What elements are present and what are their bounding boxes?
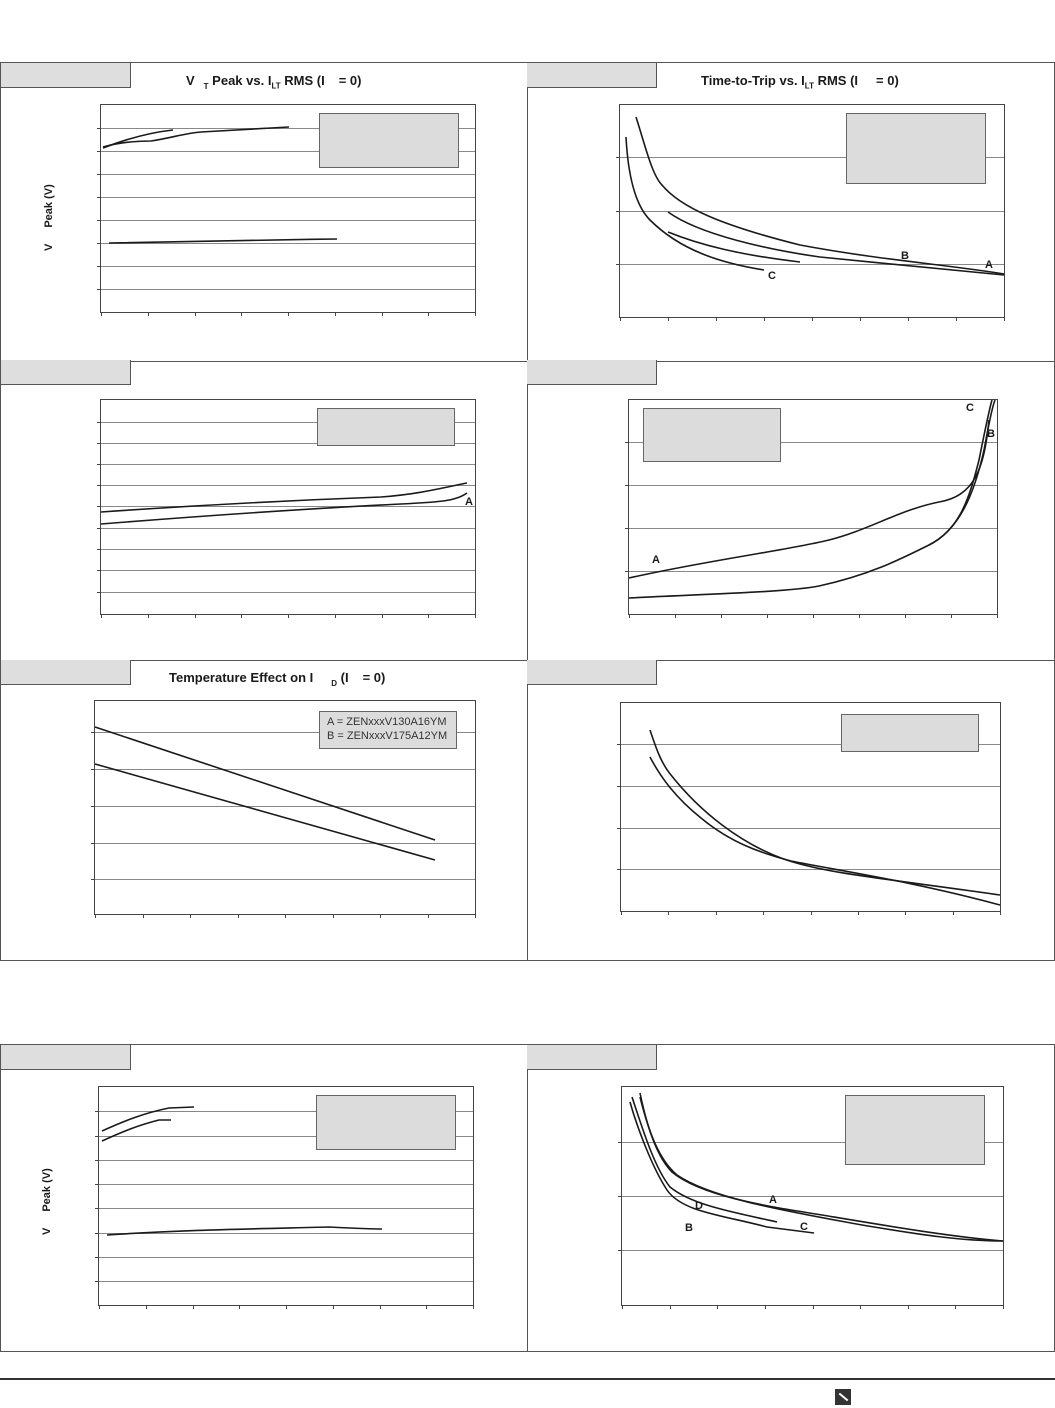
x-axis-tick — [239, 1305, 240, 1309]
plot-area — [94, 700, 476, 915]
y-axis-tick — [617, 786, 621, 787]
curve-label-b: B — [901, 250, 909, 262]
x-axis-tick — [668, 317, 669, 321]
legend-entry-a: A = ZENxxxV130A16YM — [327, 716, 447, 728]
series-line-3 — [109, 239, 337, 243]
x-axis-tick — [148, 312, 149, 316]
x-axis-tick — [675, 614, 676, 618]
x-axis-tick — [716, 317, 717, 321]
y-axis-tick — [97, 506, 101, 507]
curve-label-a: A — [652, 554, 660, 566]
x-axis-tick — [238, 914, 239, 918]
x-axis-tick — [765, 1305, 766, 1309]
chart-panel-vt-peak — [0, 63, 528, 361]
chart-panel-temperature — [0, 660, 528, 960]
y-axis-tick — [97, 528, 101, 529]
chart-panel-4 — [527, 360, 1055, 660]
x-axis-tick — [811, 911, 812, 915]
x-axis-tick — [380, 1305, 381, 1309]
y-axis-tick — [95, 1208, 99, 1209]
x-axis-tick — [717, 1305, 718, 1309]
curves — [620, 105, 1004, 317]
y-axis-tick — [618, 1250, 622, 1251]
y-axis-tick — [618, 1142, 622, 1143]
y-axis-tick — [95, 1281, 99, 1282]
y-axis-tick — [95, 1233, 99, 1234]
curves — [95, 701, 475, 914]
x-axis-tick — [858, 911, 859, 915]
y-axis-tick — [625, 571, 629, 572]
x-axis-tick — [670, 1305, 671, 1309]
curve-label-c: C — [768, 270, 776, 282]
figure-tab — [1, 660, 131, 685]
y-axis-tick — [97, 464, 101, 465]
y-axis-tick — [618, 1196, 622, 1197]
series-line-a — [95, 727, 435, 840]
series-line-b — [629, 400, 992, 598]
curve-label-a: A — [465, 496, 473, 508]
chart-row-2 — [0, 360, 1055, 661]
x-axis-tick — [764, 317, 765, 321]
x-axis-tick — [905, 614, 906, 618]
y-axis-tick — [616, 157, 620, 158]
curves — [101, 400, 475, 614]
x-axis-tick — [148, 614, 149, 618]
x-axis-tick — [860, 1305, 861, 1309]
brand-logo-icon — [835, 1389, 851, 1405]
x-axis-tick — [288, 614, 289, 618]
x-axis-tick — [997, 614, 998, 618]
x-axis-tick — [335, 614, 336, 618]
y-axis-tick — [97, 151, 101, 152]
x-axis-tick — [428, 614, 429, 618]
x-axis-tick — [620, 317, 621, 321]
x-axis-tick — [763, 911, 764, 915]
y-axis-tick — [97, 174, 101, 175]
series-line-1 — [650, 730, 1000, 895]
y-axis-tick — [625, 528, 629, 529]
x-axis-tick — [190, 914, 191, 918]
x-axis-tick — [813, 1305, 814, 1309]
y-axis-tick — [625, 442, 629, 443]
x-axis-tick — [99, 1305, 100, 1309]
y-axis-tick — [97, 422, 101, 423]
figure-tab — [1, 360, 131, 385]
x-axis-tick — [953, 911, 954, 915]
y-axis-tick — [95, 1111, 99, 1112]
y-axis-tick — [97, 592, 101, 593]
x-axis-tick — [1000, 911, 1001, 915]
y-axis-tick — [95, 1184, 99, 1185]
y-axis-tick — [95, 1160, 99, 1161]
y-axis-tick — [95, 1257, 99, 1258]
x-axis-tick — [380, 914, 381, 918]
x-axis-tick — [195, 614, 196, 618]
chart-title: Time-to-Trip vs. $I_{LT}$ RMS (I = 0) — [701, 73, 899, 91]
chart-title: V $_T$ Peak vs. $I_{LT}$ RMS (I = 0) — [186, 73, 362, 91]
y-axis-tick — [91, 806, 95, 807]
x-axis-tick — [475, 614, 476, 618]
plot-area — [619, 104, 1005, 318]
series-line-2 — [103, 127, 289, 147]
x-axis-tick — [473, 1305, 474, 1309]
curves — [621, 703, 1000, 911]
curve-label-b: B — [685, 1222, 693, 1234]
series-line-3 — [107, 1227, 382, 1235]
figure-tab — [527, 1045, 657, 1070]
curve-label-c: C — [800, 1221, 808, 1233]
series-line-a — [640, 1093, 1003, 1241]
x-axis-tick — [621, 911, 622, 915]
chart-row-4 — [0, 1044, 1055, 1352]
footer-rule — [0, 1378, 1055, 1380]
x-axis-tick — [955, 1305, 956, 1309]
x-axis-tick — [475, 914, 476, 918]
x-axis-tick — [101, 312, 102, 316]
x-axis-tick — [286, 1305, 287, 1309]
x-axis-tick — [629, 614, 630, 618]
y-axis-tick — [97, 549, 101, 550]
chart-title: Temperature Effect on I $_D$ (I = 0) — [169, 670, 386, 688]
y-axis-tick — [95, 1136, 99, 1137]
x-axis-tick — [333, 1305, 334, 1309]
x-axis-tick — [622, 1305, 623, 1309]
legend-entry-b: B = ZENxxxV175A12YM — [327, 730, 448, 742]
chart-row-1 — [0, 62, 1055, 362]
y-axis-tick — [97, 243, 101, 244]
curve-label-b: B — [987, 428, 995, 440]
curve-label-a: A — [985, 259, 993, 271]
x-axis-tick — [285, 914, 286, 918]
x-axis-tick — [716, 911, 717, 915]
y-axis-tick — [97, 220, 101, 221]
y-axis-tick — [616, 264, 620, 265]
x-axis-tick — [101, 614, 102, 618]
figure-tab — [527, 360, 657, 385]
x-axis-tick — [812, 317, 813, 321]
plot-area — [621, 1086, 1004, 1306]
y-axis-tick — [97, 443, 101, 444]
x-axis-tick — [241, 312, 242, 316]
y-axis-label: VPeak (V) — [43, 184, 55, 251]
curves — [622, 1087, 1003, 1305]
series-line-b — [668, 212, 1004, 275]
x-axis-tick — [1004, 317, 1005, 321]
x-axis-tick — [1003, 1305, 1004, 1309]
plot-area — [620, 702, 1001, 912]
y-axis-tick — [91, 879, 95, 880]
y-axis-label: VPeak (V) — [41, 1168, 53, 1235]
x-axis-tick — [813, 614, 814, 618]
x-axis-tick — [195, 312, 196, 316]
curve-label-c: C — [966, 402, 974, 414]
series-line-c — [929, 400, 995, 545]
x-axis-tick — [193, 1305, 194, 1309]
x-axis-tick — [335, 312, 336, 316]
x-axis-tick — [382, 312, 383, 316]
curve-label-d: D — [695, 1200, 703, 1212]
figure-tab — [527, 63, 657, 88]
plot-area — [100, 399, 476, 615]
y-axis-tick — [91, 843, 95, 844]
x-axis-tick — [426, 1305, 427, 1309]
chart-row-3 — [0, 660, 1055, 961]
curves — [99, 1087, 473, 1305]
y-axis-tick — [97, 485, 101, 486]
curve-label-a: A — [769, 1194, 777, 1206]
x-axis-tick — [288, 312, 289, 316]
y-axis-tick — [97, 197, 101, 198]
series-line-c — [626, 137, 764, 270]
chart-panel-6 — [527, 660, 1055, 960]
x-axis-tick — [143, 914, 144, 918]
x-axis-tick — [668, 911, 669, 915]
x-axis-tick — [905, 911, 906, 915]
series-line-1 — [102, 1107, 194, 1131]
x-axis-tick — [333, 914, 334, 918]
x-axis-tick — [767, 614, 768, 618]
series-line-1 — [101, 483, 467, 512]
y-axis-tick — [617, 869, 621, 870]
x-axis-tick — [146, 1305, 147, 1309]
series-line-2 — [102, 1120, 171, 1141]
curves — [101, 105, 475, 312]
figure-tab — [527, 660, 657, 685]
x-axis-tick — [95, 914, 96, 918]
x-axis-tick — [859, 614, 860, 618]
x-axis-tick — [860, 317, 861, 321]
series-line-a — [629, 420, 989, 578]
chart-panel-time-to-trip — [527, 63, 1055, 361]
figure-tab — [1, 63, 131, 88]
series-line-b — [95, 764, 435, 860]
series-line-a — [636, 117, 1004, 274]
x-axis-tick — [721, 614, 722, 618]
plot-area — [98, 1086, 474, 1306]
series-line-c — [640, 1097, 1003, 1241]
x-axis-tick — [908, 1305, 909, 1309]
x-axis-tick — [382, 614, 383, 618]
plot-area — [628, 399, 998, 615]
y-axis-tick — [97, 289, 101, 290]
curves — [629, 400, 997, 614]
y-axis-tick — [91, 732, 95, 733]
x-axis-tick — [241, 614, 242, 618]
x-axis-tick — [951, 614, 952, 618]
chart-panel-8 — [527, 1045, 1055, 1351]
x-axis-tick — [475, 312, 476, 316]
x-axis-tick — [428, 914, 429, 918]
y-axis-tick — [91, 769, 95, 770]
chart-panel-3 — [0, 360, 528, 660]
y-axis-tick — [97, 266, 101, 267]
y-axis-tick — [97, 128, 101, 129]
y-axis-tick — [97, 570, 101, 571]
series-line-2 — [650, 757, 1000, 905]
y-axis-tick — [625, 485, 629, 486]
plot-area — [100, 104, 476, 313]
x-axis-tick — [428, 312, 429, 316]
x-axis-tick — [956, 317, 957, 321]
y-axis-tick — [616, 211, 620, 212]
y-axis-tick — [617, 828, 621, 829]
y-axis-tick — [617, 744, 621, 745]
figure-tab — [1, 1045, 131, 1070]
x-axis-tick — [908, 317, 909, 321]
chart-panel-7 — [0, 1045, 528, 1351]
